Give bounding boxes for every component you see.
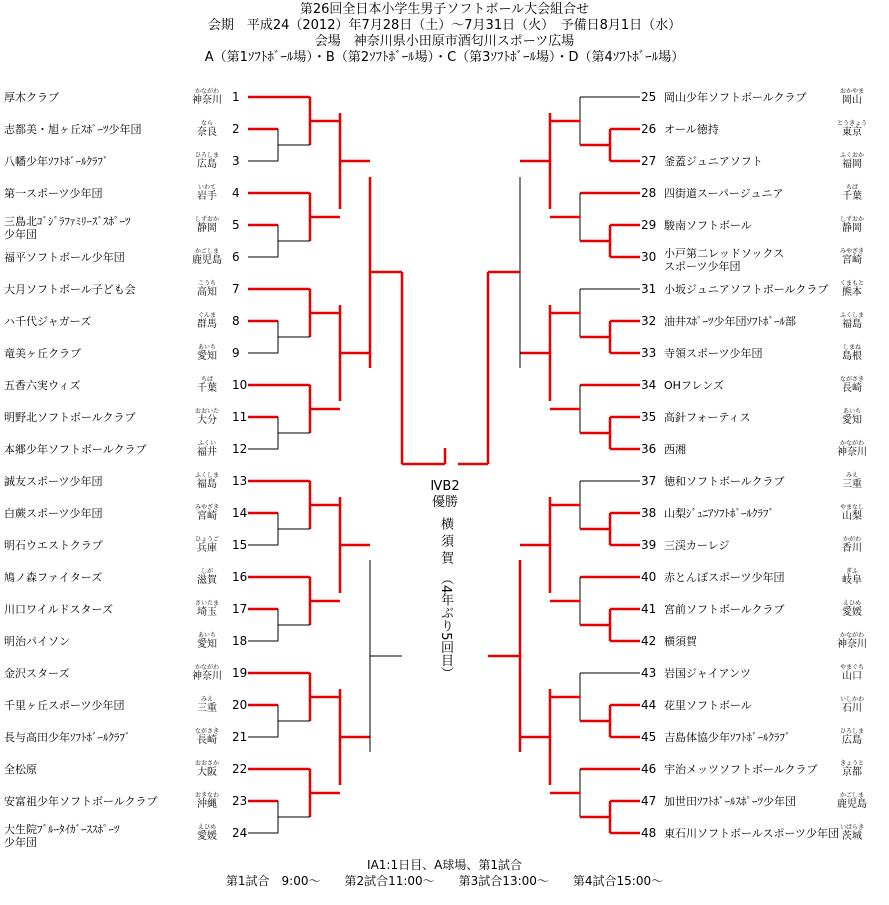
prefecture-name: 神奈川: [192, 671, 222, 682]
prefecture-reading: ふくい: [197, 440, 216, 447]
team-number: 8: [232, 314, 240, 328]
team-name: 吉島体協少年ｿﾌﾄﾎﾞｰﾙｸﾗﾌﾞ: [664, 731, 791, 744]
prefecture-name: 神奈川: [837, 639, 867, 650]
prefecture-reading: えひめ: [842, 600, 861, 607]
team-name: 油井ｽﾎﾟｰﾂ少年団ｿﾌﾄﾎﾞｰﾙ部: [664, 315, 796, 328]
prefecture-reading: ふくおか: [839, 152, 864, 159]
team-name: 横須賀: [664, 635, 697, 648]
team-name: 誠友スポーツ少年団: [4, 475, 103, 488]
team-number: 12: [232, 442, 248, 456]
team-prefecture: [190, 184, 224, 202]
prefecture-reading: ぐんま: [197, 312, 216, 319]
team-prefecture: [190, 696, 224, 714]
prefecture-name: 兵庫: [197, 543, 217, 554]
prefecture-reading: ひろしま: [839, 728, 864, 735]
prefecture-reading: かながわ: [839, 632, 864, 639]
team-name: 赤とんぼスポーツ少年団: [664, 571, 785, 584]
team-number: 7: [232, 282, 240, 296]
team-number: 48: [641, 826, 657, 840]
team-number: 10: [232, 378, 248, 392]
team-number: 21: [232, 730, 248, 744]
prefecture-name: 愛媛: [842, 607, 862, 618]
prefecture-reading: しずおか: [839, 216, 864, 223]
prefecture-name: 鹿児島: [837, 799, 867, 810]
prefecture-name: 愛知: [197, 639, 217, 650]
team-name: 花里ソフトボール: [664, 699, 752, 712]
prefecture-reading: かごしま: [194, 248, 219, 255]
team-prefecture: [190, 760, 224, 778]
team-prefecture: [190, 728, 224, 746]
team-prefecture: [190, 664, 224, 682]
team-name: 釜蓋ジュニアソフト: [664, 155, 763, 168]
team-prefecture: [835, 568, 869, 586]
team-number: 1: [232, 90, 240, 104]
prefecture-name: 石川: [842, 703, 862, 714]
team-name: 八幡少年ｿﾌﾄﾎﾞｰﾙｸﾗﾌﾞ: [4, 155, 109, 168]
team-prefecture: [190, 120, 224, 138]
team-prefecture: [190, 376, 224, 394]
prefecture-name: 千葉: [842, 191, 862, 202]
team-prefecture: [190, 248, 224, 266]
team-name: 三島北ｺﾞｼﾞﾗﾌｧﾐﾘｰｽﾞｽﾎﾟｰﾂ 少年団: [4, 215, 131, 241]
team-name: 竜美ヶ丘クラブ: [4, 347, 81, 360]
prefecture-name: 沖縄: [197, 799, 217, 810]
team-prefecture: [835, 504, 869, 522]
team-name: 駿南ソフトボール: [664, 219, 752, 232]
team-number: 13: [232, 474, 248, 488]
team-prefecture: [835, 184, 869, 202]
team-name: 安富祖少年ソフトボールクラブ: [4, 795, 158, 808]
prefecture-name: 広島: [197, 159, 217, 170]
team-name: 福平ソフトボール少年団: [4, 251, 125, 264]
champion-name: 横須賀: [438, 517, 453, 568]
champion-note: （4年ぶり5回目）: [438, 572, 453, 680]
prefecture-name: 愛知: [842, 415, 862, 426]
team-name: 寺領スポーツ少年団: [664, 347, 763, 360]
prefecture-name: 三重: [842, 479, 862, 490]
team-name: 宇治メッツソフトボールクラブ: [664, 763, 818, 776]
prefecture-name: 大分: [197, 415, 217, 426]
team-name: 宮前ソフトボールクラブ: [664, 603, 785, 616]
prefecture-reading: おおさか: [194, 760, 219, 767]
prefecture-reading: きょうと: [839, 760, 864, 767]
footer-legend: ⅠA1:1日目、A球場、第1試合: [367, 858, 522, 872]
team-name: 山梨ｼﾞｭﾆｱｿﾌﾄﾎﾞｰﾙｸﾗﾌﾞ: [664, 507, 774, 520]
team-prefecture: [835, 600, 869, 618]
team-number: 2: [232, 122, 240, 136]
team-name: 第一スポーツ少年団: [4, 187, 103, 200]
team-name: 小坂ジュニアソフトボールクラブ: [664, 283, 829, 296]
team-name: 西湘: [664, 443, 686, 456]
team-number: 45: [641, 730, 657, 744]
prefecture-name: 愛媛: [197, 831, 217, 842]
team-prefecture: [835, 824, 869, 842]
team-prefecture: [190, 824, 224, 842]
prefecture-reading: ながさき: [839, 376, 864, 383]
team-prefecture: [835, 408, 869, 426]
team-prefecture: [190, 536, 224, 554]
prefecture-reading: やまなし: [839, 504, 864, 511]
prefecture-reading: おおいた: [194, 408, 219, 415]
team-prefecture: [190, 88, 224, 106]
team-prefecture: [835, 88, 869, 106]
prefecture-name: 岩手: [197, 191, 217, 202]
champion-label: 優勝: [431, 495, 458, 510]
prefecture-reading: かながわ: [194, 88, 219, 95]
team-prefecture: [835, 440, 869, 458]
prefecture-reading: なら: [200, 120, 213, 127]
team-prefecture: [190, 568, 224, 586]
team-number: 44: [641, 698, 657, 712]
prefecture-name: 香川: [842, 543, 862, 554]
team-number: 34: [641, 378, 657, 392]
prefecture-name: 島根: [842, 351, 862, 362]
prefecture-reading: くまもと: [839, 280, 864, 287]
team-prefecture: [190, 216, 224, 234]
prefecture-name: 京都: [842, 767, 862, 778]
prefecture-name: 長崎: [197, 735, 217, 746]
prefecture-name: 静岡: [842, 223, 862, 234]
team-name: 岡山少年ソフトボールクラブ: [664, 91, 807, 104]
team-name: 加世田ｿﾌﾄﾎﾞｰﾙｽﾎﾟｰﾂ少年団: [664, 795, 796, 808]
team-prefecture: [835, 248, 869, 266]
team-prefecture: [190, 344, 224, 362]
team-number: 29: [641, 218, 657, 232]
team-number: 24: [232, 826, 248, 840]
tournament-title: 第26回全日本小学生男子ソフトボール大会組合せ: [299, 2, 590, 17]
team-number: 14: [232, 506, 248, 520]
footer-times: 第1試合 9:00～ 第2試合11:00～ 第3試合13:00～ 第4試合15:00～: [225, 874, 664, 888]
team-prefecture: [835, 216, 869, 234]
team-prefecture: [190, 632, 224, 650]
team-name: 白蕨スポーツ少年団: [4, 507, 103, 520]
prefecture-name: 静岡: [197, 223, 217, 234]
prefecture-name: 東京: [842, 127, 862, 138]
prefecture-reading: みえ: [845, 472, 858, 479]
team-number: 39: [641, 538, 657, 552]
team-name: 大月ソフトボール子ども会: [4, 283, 136, 296]
prefecture-name: 宮崎: [197, 511, 217, 522]
team-number: 43: [641, 666, 657, 680]
team-number: 32: [641, 314, 657, 328]
prefecture-reading: しずおか: [194, 216, 219, 223]
team-name: 岩国ジャイアンツ: [664, 667, 752, 680]
prefecture-reading: ちば: [200, 376, 213, 383]
prefecture-name: 福島: [197, 479, 217, 490]
team-number: 30: [641, 250, 657, 264]
team-number: 33: [641, 346, 657, 360]
prefecture-reading: みやざき: [194, 504, 219, 511]
team-name: 四街道スーパージュニア: [664, 187, 784, 200]
team-number: 28: [641, 186, 657, 200]
team-number: 4: [232, 186, 240, 200]
prefecture-name: 群馬: [197, 319, 217, 330]
team-number: 11: [232, 410, 248, 424]
prefecture-name: 長崎: [842, 383, 862, 394]
team-name: 明野北ソフトボールクラブ: [4, 411, 136, 424]
team-name: 大生院ﾌﾞﾙｰﾀｲｶﾞｰｽｽﾎﾟｰﾂ 少年団: [4, 823, 120, 849]
team-name: OHフレンズ: [664, 379, 724, 392]
prefecture-reading: ぎふ: [845, 568, 858, 575]
team-number: 9: [232, 346, 240, 360]
team-number: 31: [641, 282, 657, 296]
prefecture-name: 山口: [842, 671, 862, 682]
prefecture-reading: みやざき: [839, 248, 864, 255]
prefecture-reading: ひょうご: [194, 536, 219, 543]
team-prefecture: [835, 312, 869, 330]
prefecture-name: 愛知: [197, 351, 217, 362]
prefecture-reading: ふくしま: [839, 312, 864, 319]
team-number: 27: [641, 154, 657, 168]
team-prefecture: [835, 664, 869, 682]
prefecture-name: 奈良: [197, 127, 217, 138]
tournament-period: 会期 平成24（2012）年7月28日（土）～7月31日（火） 予備日8月1日（水）: [207, 18, 682, 33]
champion-block: [421, 479, 469, 680]
team-prefecture: [190, 504, 224, 522]
team-name: 徳和ソフトボールクラブ: [664, 475, 785, 488]
team-number: 23: [232, 794, 248, 808]
team-number: 3: [232, 154, 240, 168]
prefecture-name: 広島: [842, 735, 862, 746]
team-number: 26: [641, 122, 657, 136]
team-prefecture: [835, 728, 869, 746]
tournament-venue: 会場 神奈川県小田原市酒匂川スポーツ広場: [314, 34, 575, 49]
team-name: 長与高田少年ｿﾌﾄﾎﾞｰﾙｸﾗﾌﾞ: [4, 731, 131, 744]
prefecture-name: 山梨: [842, 511, 862, 522]
prefecture-reading: おきなわ: [194, 792, 219, 799]
prefecture-name: 鹿児島: [192, 255, 222, 266]
prefecture-reading: とうきょう: [836, 120, 867, 127]
field-legend: A（第1ｿﾌﾄﾎﾞｰﾙ場）・B（第2ｿﾌﾄﾎﾞｰﾙ場）・C（第3ｿﾌﾄﾎﾞｰﾙ場）・D（第4ｿﾌﾄﾎﾞｰﾙ場）: [204, 50, 685, 65]
team-name: 高針フォーティス: [664, 411, 751, 424]
prefecture-reading: あいち: [197, 632, 216, 639]
team-prefecture: [835, 536, 869, 554]
team-number: 36: [641, 442, 657, 456]
team-prefecture: [835, 632, 869, 650]
team-name: 五香六実ウィズ: [4, 379, 81, 392]
prefecture-reading: かながわ: [839, 440, 864, 447]
team-prefecture: [835, 760, 869, 778]
team-name: 志都美・旭ヶ丘ｽﾎﾟｰﾂ少年団: [4, 123, 142, 136]
team-name: 全松原: [4, 763, 37, 776]
team-name: 小戸第二レッドソックス スポーツ少年団: [664, 247, 785, 273]
prefecture-reading: いしかわ: [839, 696, 864, 703]
prefecture-name: 岡山: [842, 95, 862, 106]
team-name: オール徳持: [664, 123, 719, 136]
team-prefecture: [835, 376, 869, 394]
prefecture-name: 高知: [197, 287, 217, 298]
team-prefecture: [190, 280, 224, 298]
team-number: 38: [641, 506, 657, 520]
team-number: 15: [232, 538, 248, 552]
team-prefecture: [835, 792, 869, 810]
team-number: 16: [232, 570, 248, 584]
team-name: 明治パイソン: [4, 635, 70, 648]
prefecture-reading: さいたま: [194, 600, 219, 607]
final-code: ⅣB2: [430, 479, 460, 494]
team-prefecture: [835, 152, 869, 170]
prefecture-name: 福島: [842, 319, 862, 330]
team-name: 厚木クラブ: [4, 91, 59, 104]
team-number: 25: [641, 90, 657, 104]
prefecture-name: 福岡: [842, 159, 862, 170]
prefecture-name: 熊本: [842, 287, 862, 298]
prefecture-name: 茨城: [842, 831, 862, 842]
team-name: 明石ウエストクラブ: [4, 539, 103, 552]
team-name: 三渓カーレジ: [664, 539, 730, 552]
prefecture-reading: かごしま: [839, 792, 864, 799]
team-number: 40: [641, 570, 657, 584]
prefecture-name: 福井: [197, 447, 217, 458]
prefecture-name: 大阪: [197, 767, 217, 778]
team-number: 35: [641, 410, 657, 424]
team-number: 19: [232, 666, 248, 680]
prefecture-name: 滋賀: [197, 575, 217, 586]
prefecture-reading: かながわ: [194, 664, 219, 671]
team-number: 18: [232, 634, 248, 648]
prefecture-reading: ちば: [845, 184, 858, 191]
prefecture-reading: ひろしま: [194, 152, 219, 159]
prefecture-reading: えひめ: [197, 824, 216, 831]
team-prefecture: [190, 312, 224, 330]
team-prefecture: [835, 472, 869, 490]
team-number: 47: [641, 794, 657, 808]
team-number: 42: [641, 634, 657, 648]
team-prefecture: [190, 600, 224, 618]
prefecture-reading: やまぐち: [839, 664, 864, 671]
prefecture-reading: しまね: [842, 344, 861, 351]
team-prefecture: [190, 408, 224, 426]
prefecture-name: 神奈川: [837, 447, 867, 458]
team-number: 17: [232, 602, 248, 616]
prefecture-reading: みえ: [200, 696, 213, 703]
team-number: 41: [641, 602, 657, 616]
prefecture-name: 埼玉: [197, 607, 217, 618]
team-prefecture: [190, 472, 224, 490]
prefecture-reading: かがわ: [842, 536, 861, 543]
team-number: 46: [641, 762, 657, 776]
team-prefecture: [835, 280, 869, 298]
prefecture-name: 三重: [197, 703, 217, 714]
prefecture-reading: あいち: [197, 344, 216, 351]
prefecture-name: 千葉: [197, 383, 217, 394]
prefecture-reading: ふくしま: [194, 472, 219, 479]
team-number: 6: [232, 250, 240, 264]
team-name: ハ千代ジャガーズ: [4, 315, 92, 328]
prefecture-reading: あいち: [842, 408, 861, 415]
team-prefecture: [190, 440, 224, 458]
team-prefecture: [835, 696, 869, 714]
team-prefecture: [190, 152, 224, 170]
prefecture-reading: いばらき: [839, 824, 864, 831]
team-prefecture: [190, 792, 224, 810]
team-name: 川口ワイルドスターズ: [4, 603, 114, 616]
team-prefecture: [835, 344, 869, 362]
prefecture-reading: おかやま: [839, 88, 864, 95]
team-name: 千里ヶ丘スポーツ少年団: [4, 699, 125, 712]
prefecture-reading: こうち: [197, 280, 216, 287]
team-name: 鳩ノ森ファイターズ: [4, 571, 103, 584]
prefecture-name: 宮崎: [842, 255, 862, 266]
team-prefecture: [835, 120, 869, 138]
prefecture-name: 岐阜: [842, 575, 862, 586]
team-number: 37: [641, 474, 657, 488]
prefecture-reading: しが: [200, 568, 213, 575]
prefecture-name: 神奈川: [192, 95, 222, 106]
prefecture-reading: いわて: [197, 184, 216, 191]
team-name: 金沢スターズ: [4, 667, 70, 680]
team-number: 20: [232, 698, 248, 712]
team-name: 東石川ソフトボールスポーツ少年団: [664, 827, 840, 840]
team-number: 22: [232, 762, 248, 776]
team-number: 5: [232, 218, 240, 232]
team-name: 本郷少年ソフトボールクラブ: [4, 443, 147, 456]
prefecture-reading: ながさき: [194, 728, 219, 735]
